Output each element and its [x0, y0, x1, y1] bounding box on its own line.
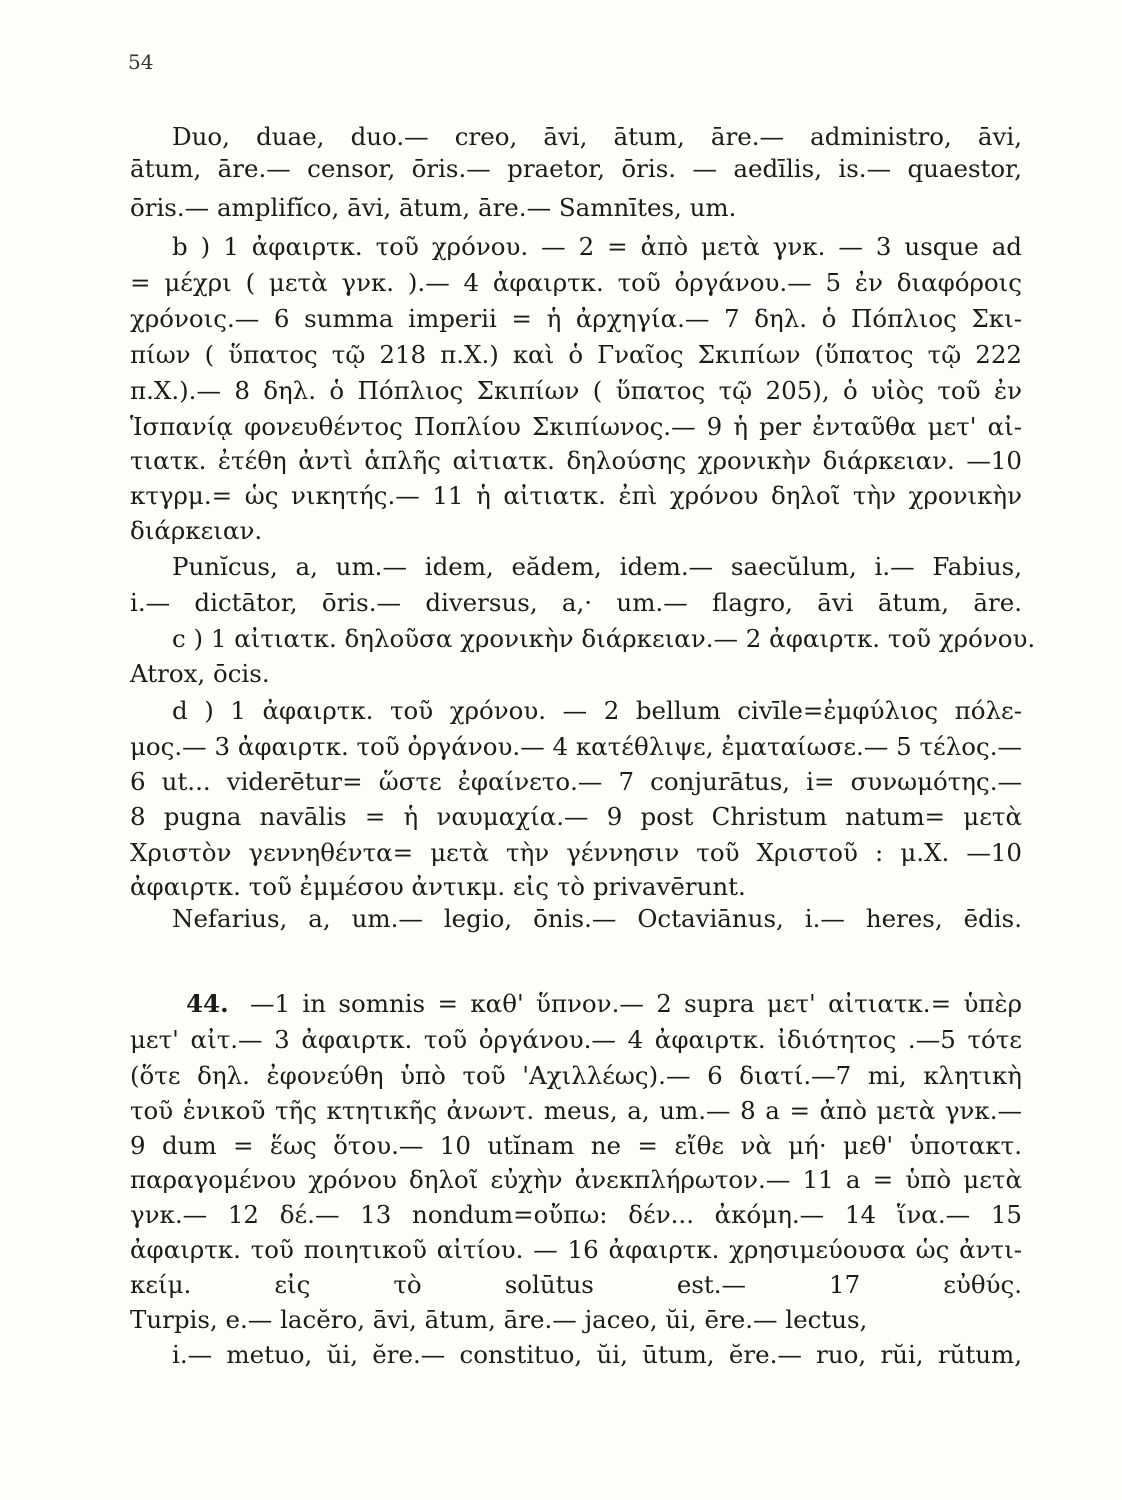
text-line: παραγομένου χρόνου δηλοῖ εὐχὴν ἀνεκπλήρωτον.— 11 a = ὑπὸ μετὰ: [130, 1165, 1022, 1194]
text-line: Duo, duae, duo.— creo, āvi, ātum, āre.— administro, āvi,: [172, 122, 1022, 151]
page-number: 54: [128, 50, 154, 74]
text-line: Χριστὸν γεννηθέντα= μετὰ τὴν γέννησιν τοῦ Χριστοῦ : μ.Χ. —10: [130, 838, 1022, 867]
text-line: τοῦ ἑνικοῦ τῆς κτητικῆς ἀνωντ. meus, a, um.— 8 a = ἀπὸ μετὰ γνκ.—: [130, 1096, 1022, 1125]
section-number: 44.: [186, 989, 229, 1018]
text-line: ōris.— amplifĭco, āvi, ātum, āre.— Samnītes, um.: [130, 193, 737, 222]
text-line: b ) 1 ἀφαιρτκ. τοῦ χρόνου. — 2 = ἀπὸ μετὰ γνκ. — 3 usque ad: [172, 232, 1022, 261]
text-line: 9 dum = ἕως ὅτου.— 10 utĭnam ne = εἴθε νὰ μή· μεθ' ὑποτακτ.: [130, 1131, 1022, 1160]
text-line: —1 in somnis = καθ' ὕπνον.— 2 supra μετ' αἰτιατκ.= ὑπὲρ: [250, 989, 1022, 1018]
text-line: διάρκειαν.: [130, 516, 263, 545]
text-line: χρόνοις.— 6 summa imperii = ἡ ἀρχηγία.— 7 δηλ. ὁ Πόπλιος Σκι-: [130, 304, 1022, 333]
text-line: μος.— 3 ἀφαιρτκ. τοῦ ὀργάνου.— 4 κατέθλιψε, ἐματαίωσε.— 5 τέλος.—: [130, 732, 1023, 761]
text-line: Atrox, ōcis.: [130, 659, 270, 688]
text-line: τιατκ. ἐτέθη ἀντὶ ἁπλῆς αἰτιατκ. δηλούσης χρονικὴν διάρκειαν. —10: [130, 446, 1022, 475]
text-line: c ) 1 αἰτιατκ. δηλοῦσα χρονικὴν διάρκειαν.— 2 ἀφαιρτκ. τοῦ χρόνου.: [172, 624, 1036, 653]
text-line: ἀφαιρτκ. τοῦ ἐμμέσου ἀντικμ. εἰς τὸ privavērunt.: [130, 872, 746, 901]
text-line: d ) 1 ἀφαιρτκ. τοῦ χρόνου. — 2 bellum civīle=ἐμφύλιος πόλε-: [172, 696, 1022, 725]
text-line: Turpis, e.— lacĕro, āvi, ātum, āre.— jaceo, ŭi, ēre.— lectus,: [130, 1305, 868, 1334]
text-line: Ἱσπανίᾳ φονευθέντος Ποπλίου Σκιπίωνος.— 9 ἡ per ἐνταῦθα μετ' αἰ-: [130, 412, 1022, 441]
text-line: (ὅτε δηλ. ἐφονεύθη ὑπὸ τοῦ 'Αχιλλέως).— 6 διατί.—7 mi, κλητικὴ: [130, 1061, 1022, 1090]
text-line: 8 pugna navālis = ἡ ναυμαχία.— 9 post Christum natum= μετὰ: [130, 802, 1022, 831]
text-line: Nefarius, a, um.— legio, ōnis.— Octaviānus, i.— heres, ēdis.: [172, 904, 1022, 933]
text-line: κτγρμ.= ὡς νικητής.— 11 ἡ αἰτιατκ. ἐπὶ χρόνου δηλοῖ τὴν χρονικὴν: [130, 481, 1022, 510]
text-line: i.— metuo, ŭi, ĕre.— constituo, ŭi, ūtum, ĕre.— ruo, rŭi, rŭtum,: [172, 1340, 1022, 1369]
text-line: πίων ( ὕπατος τῷ 218 π.Χ.) καὶ ὁ Γναῖος Σκιπίων (ὕπατος τῷ 222: [130, 340, 1022, 369]
text-line: π.Χ.).— 8 δηλ. ὁ Πόπλιος Σκιπίων ( ὕπατος τῷ 205), ὁ υἱὸς τοῦ ἐν: [130, 376, 1022, 405]
text-line: = μέχρι ( μετὰ γνκ. ).— 4 ἀφαιρτκ. τοῦ ὀργάνου.— 5 ἐν διαφόροις: [130, 268, 1022, 297]
text-line: γνκ.— 12 δέ.— 13 nondum=οὔπω: δέν... ἀκόμη.— 14 ἵνα.— 15: [130, 1200, 1022, 1229]
text-line: Punĭcus, a, um.— idem, eădem, idem.— saecŭlum, i.— Fabius,: [172, 552, 1022, 581]
text-line: i.— dictātor, ōris.— diversus, a,· um.— flagro, āvi ātum, āre.: [130, 588, 1022, 617]
text-line: ἀφαιρτκ. τοῦ ποιητικοῦ αἰτίου. — 16 ἀφαιρτκ. χρησιμεύουσα ὡς ἀντι-: [130, 1235, 1022, 1264]
text-line: ātum, āre.— censor, ōris.— praetor, ōris. — aedīlis, is.— quaestor,: [130, 154, 1022, 183]
text-line: κείμ. εἰς τὸ solūtus est.— 17 εὐθύς.: [130, 1270, 1022, 1299]
text-line: μετ' αἰτ.— 3 ἀφαιρτκ. τοῦ ὀργάνου.— 4 ἀφαιρτκ. ἰδιότητος .—5 τότε: [130, 1025, 1022, 1054]
text-line: 6 ut... viderētur= ὥστε ἐφαίνετο.— 7 conjurātus, i= συνωμότης.—: [130, 767, 1022, 796]
